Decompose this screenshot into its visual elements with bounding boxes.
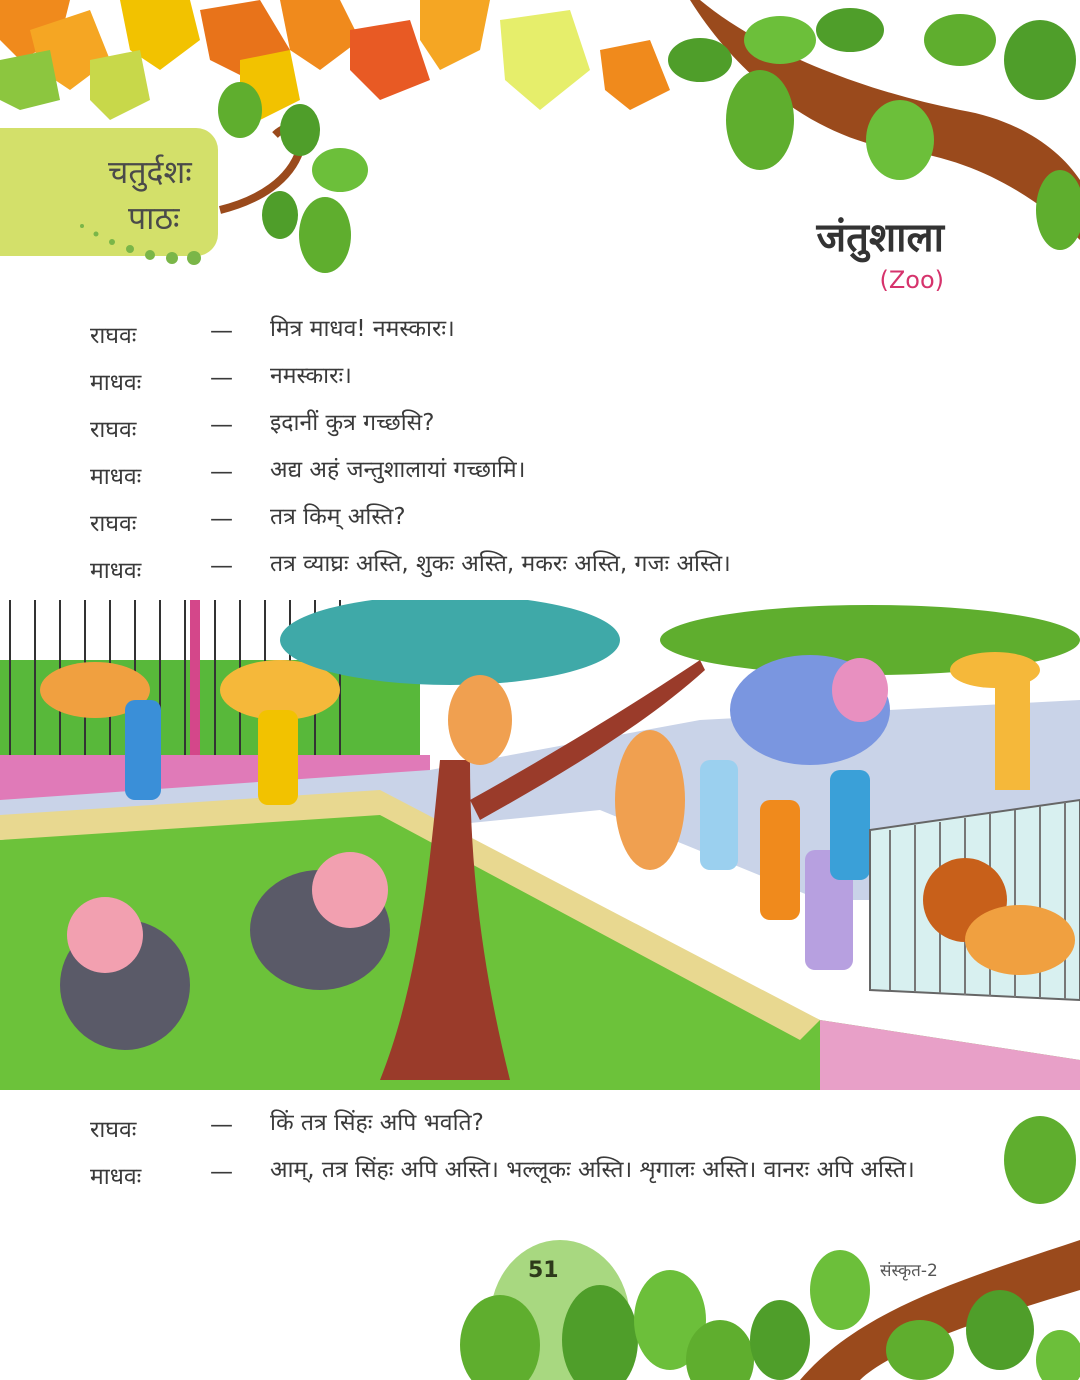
- speaker: राघवः: [90, 323, 137, 349]
- chapter-tab-dots: [78, 222, 218, 268]
- line-text: आम्, तत्र सिंहः अपि अस्ति। भल्लूकः अस्ति। शृगालः अस्ति। वानरः अपि अस्ति।: [270, 1157, 915, 1183]
- hanging-monkey: [615, 730, 685, 870]
- dash: —: [210, 1159, 233, 1185]
- person: [760, 800, 800, 920]
- speaker: माधवः: [90, 464, 142, 490]
- dash: —: [210, 412, 233, 438]
- line-text: तत्र व्याघ्रः अस्ति, शुकः अस्ति, मकरः अस्ति, गजः अस्ति।: [270, 551, 731, 577]
- dash: —: [210, 318, 233, 344]
- tree-branch-left: [218, 82, 368, 273]
- dash: —: [210, 1112, 233, 1138]
- page-title: जंतुशाला: [816, 215, 944, 261]
- speaker: राघवः: [90, 511, 137, 537]
- person: [125, 700, 161, 800]
- speaker: माधवः: [90, 558, 142, 584]
- bottom-foliage-decoration: [0, 1090, 1080, 1380]
- dialogue-line: [0, 365, 1080, 412]
- speaker: राघवः: [90, 1117, 137, 1143]
- book-name: संस्कृत-2: [880, 1261, 938, 1281]
- line-text: किं तत्र सिंहः अपि भवति?: [270, 1110, 484, 1136]
- speaker: राघवः: [90, 417, 137, 443]
- dash: —: [210, 459, 233, 485]
- person: [830, 770, 870, 880]
- speaker: माधवः: [90, 370, 142, 396]
- dialogue-line: [0, 506, 1080, 553]
- chapter-word: पाठः: [128, 199, 180, 237]
- dialogue-line: [0, 412, 1080, 459]
- zoo-illustration: [0, 600, 1080, 1090]
- person: [258, 710, 298, 805]
- dash: —: [210, 365, 233, 391]
- speaker: माधवः: [90, 1164, 142, 1190]
- person: [700, 760, 738, 870]
- dialogue-line: [0, 318, 1080, 365]
- dialogue-line: [0, 459, 1080, 506]
- page-subtitle: (Zoo): [879, 266, 944, 294]
- dash: —: [210, 553, 233, 579]
- dialogue-line: [0, 553, 1080, 600]
- dialogue-top: [0, 318, 1080, 600]
- dash: —: [210, 506, 233, 532]
- line-text: मित्र माधव! नमस्कारः।: [270, 316, 455, 342]
- chapter-number: चतुर्दशः: [108, 153, 192, 191]
- line-text: नमस्कारः।: [270, 363, 352, 389]
- page-number: 51: [528, 1258, 559, 1283]
- autumn-leaves: [0, 0, 670, 120]
- line-text: इदानीं कुत्र गच्छसि?: [270, 410, 435, 436]
- line-text: अद्य अहं जन्तुशालायां गच्छामि।: [270, 457, 526, 483]
- line-text: तत्र किम् अस्ति?: [270, 504, 406, 530]
- monkey-on-tree: [448, 675, 512, 765]
